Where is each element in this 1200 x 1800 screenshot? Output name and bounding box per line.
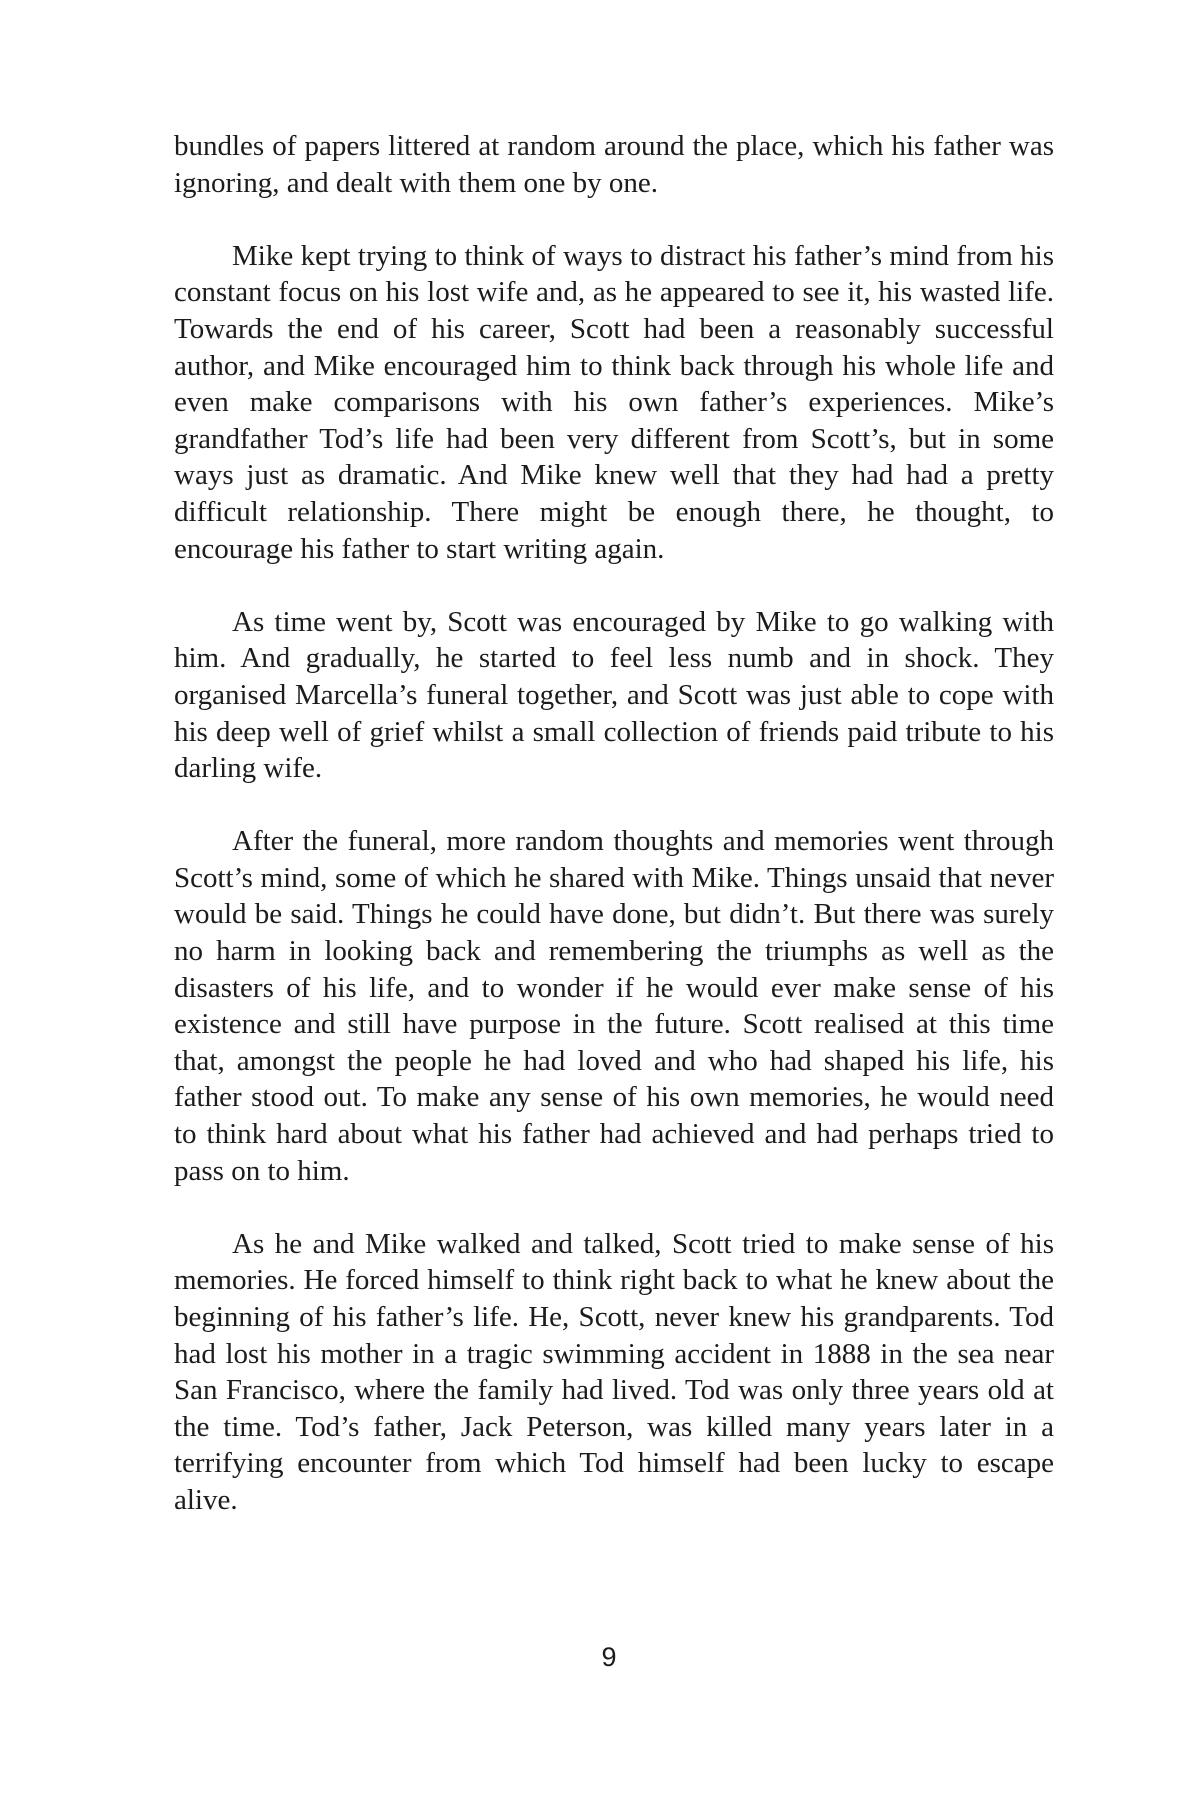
- body-text: [174, 128, 1054, 1555]
- paragraph: Mike kept trying to think of ways to distract his father’s mind from his constant focus on his lost wife and, as he appeared to see it, his wasted life. Towards the end of his career, Scott had been a reasonably successful author, and Mike encouraged him to think back through his whole life and even make comparisons with his own father’s experiences. Mike’s grandfather Tod’s life had been very different from Scott’s, but in some ways just as dramatic. And Mike knew well that they had had a pretty difficult relationship. There might be enough there, he thought, to encourage his father to start writing again.: [174, 239, 1054, 565]
- paragraph: As time went by, Scott was encouraged by Mike to go walking with him. And gradually, he started to feel less numb and in shock. They organised Marcella’s funeral together, and Scott was just able to cope with his deep well of grief whilst a small collection of friends paid tribute to his darling wife.: [174, 605, 1054, 785]
- paragraph: As he and Mike walked and talked, Scott tried to make sense of his memories. He forced himself to think right back to what he knew about the beginning of his father’s life. He, Scott, never knew his grandparents. Tod had lost his mother in a tragic swimming accident in 1888 in the sea near San Francisco, where the family had lived. Tod was only three years old at the time. Tod’s father, Jack Peterson, was killed many years later in a terrifying encounter from which Tod himself had been lucky to escape alive.: [174, 1227, 1054, 1516]
- paragraph-continuation: bundles of papers littered at random around the place, which his father was ignoring, and dealt with them one by one.: [174, 130, 1054, 199]
- paragraph: After the funeral, more random thoughts and memories went through Scott’s mind, some of which he shared with Mike. Things unsaid that never would be said. Things he could have done, but didn’t. But there was surely no harm in looking back and remembering the triumphs as well as the disasters of his life, and to wonder if he would ever make sense of his existence and still have purpose in the future. Scott realised at this time that, amongst the people he had loved and who had shaped his life, his father stood out. To make any sense of his own memories, he would need to think hard about what his father had achieved and had perhaps tried to pass on to him.: [174, 825, 1054, 1187]
- page-number: 9: [601, 1642, 617, 1672]
